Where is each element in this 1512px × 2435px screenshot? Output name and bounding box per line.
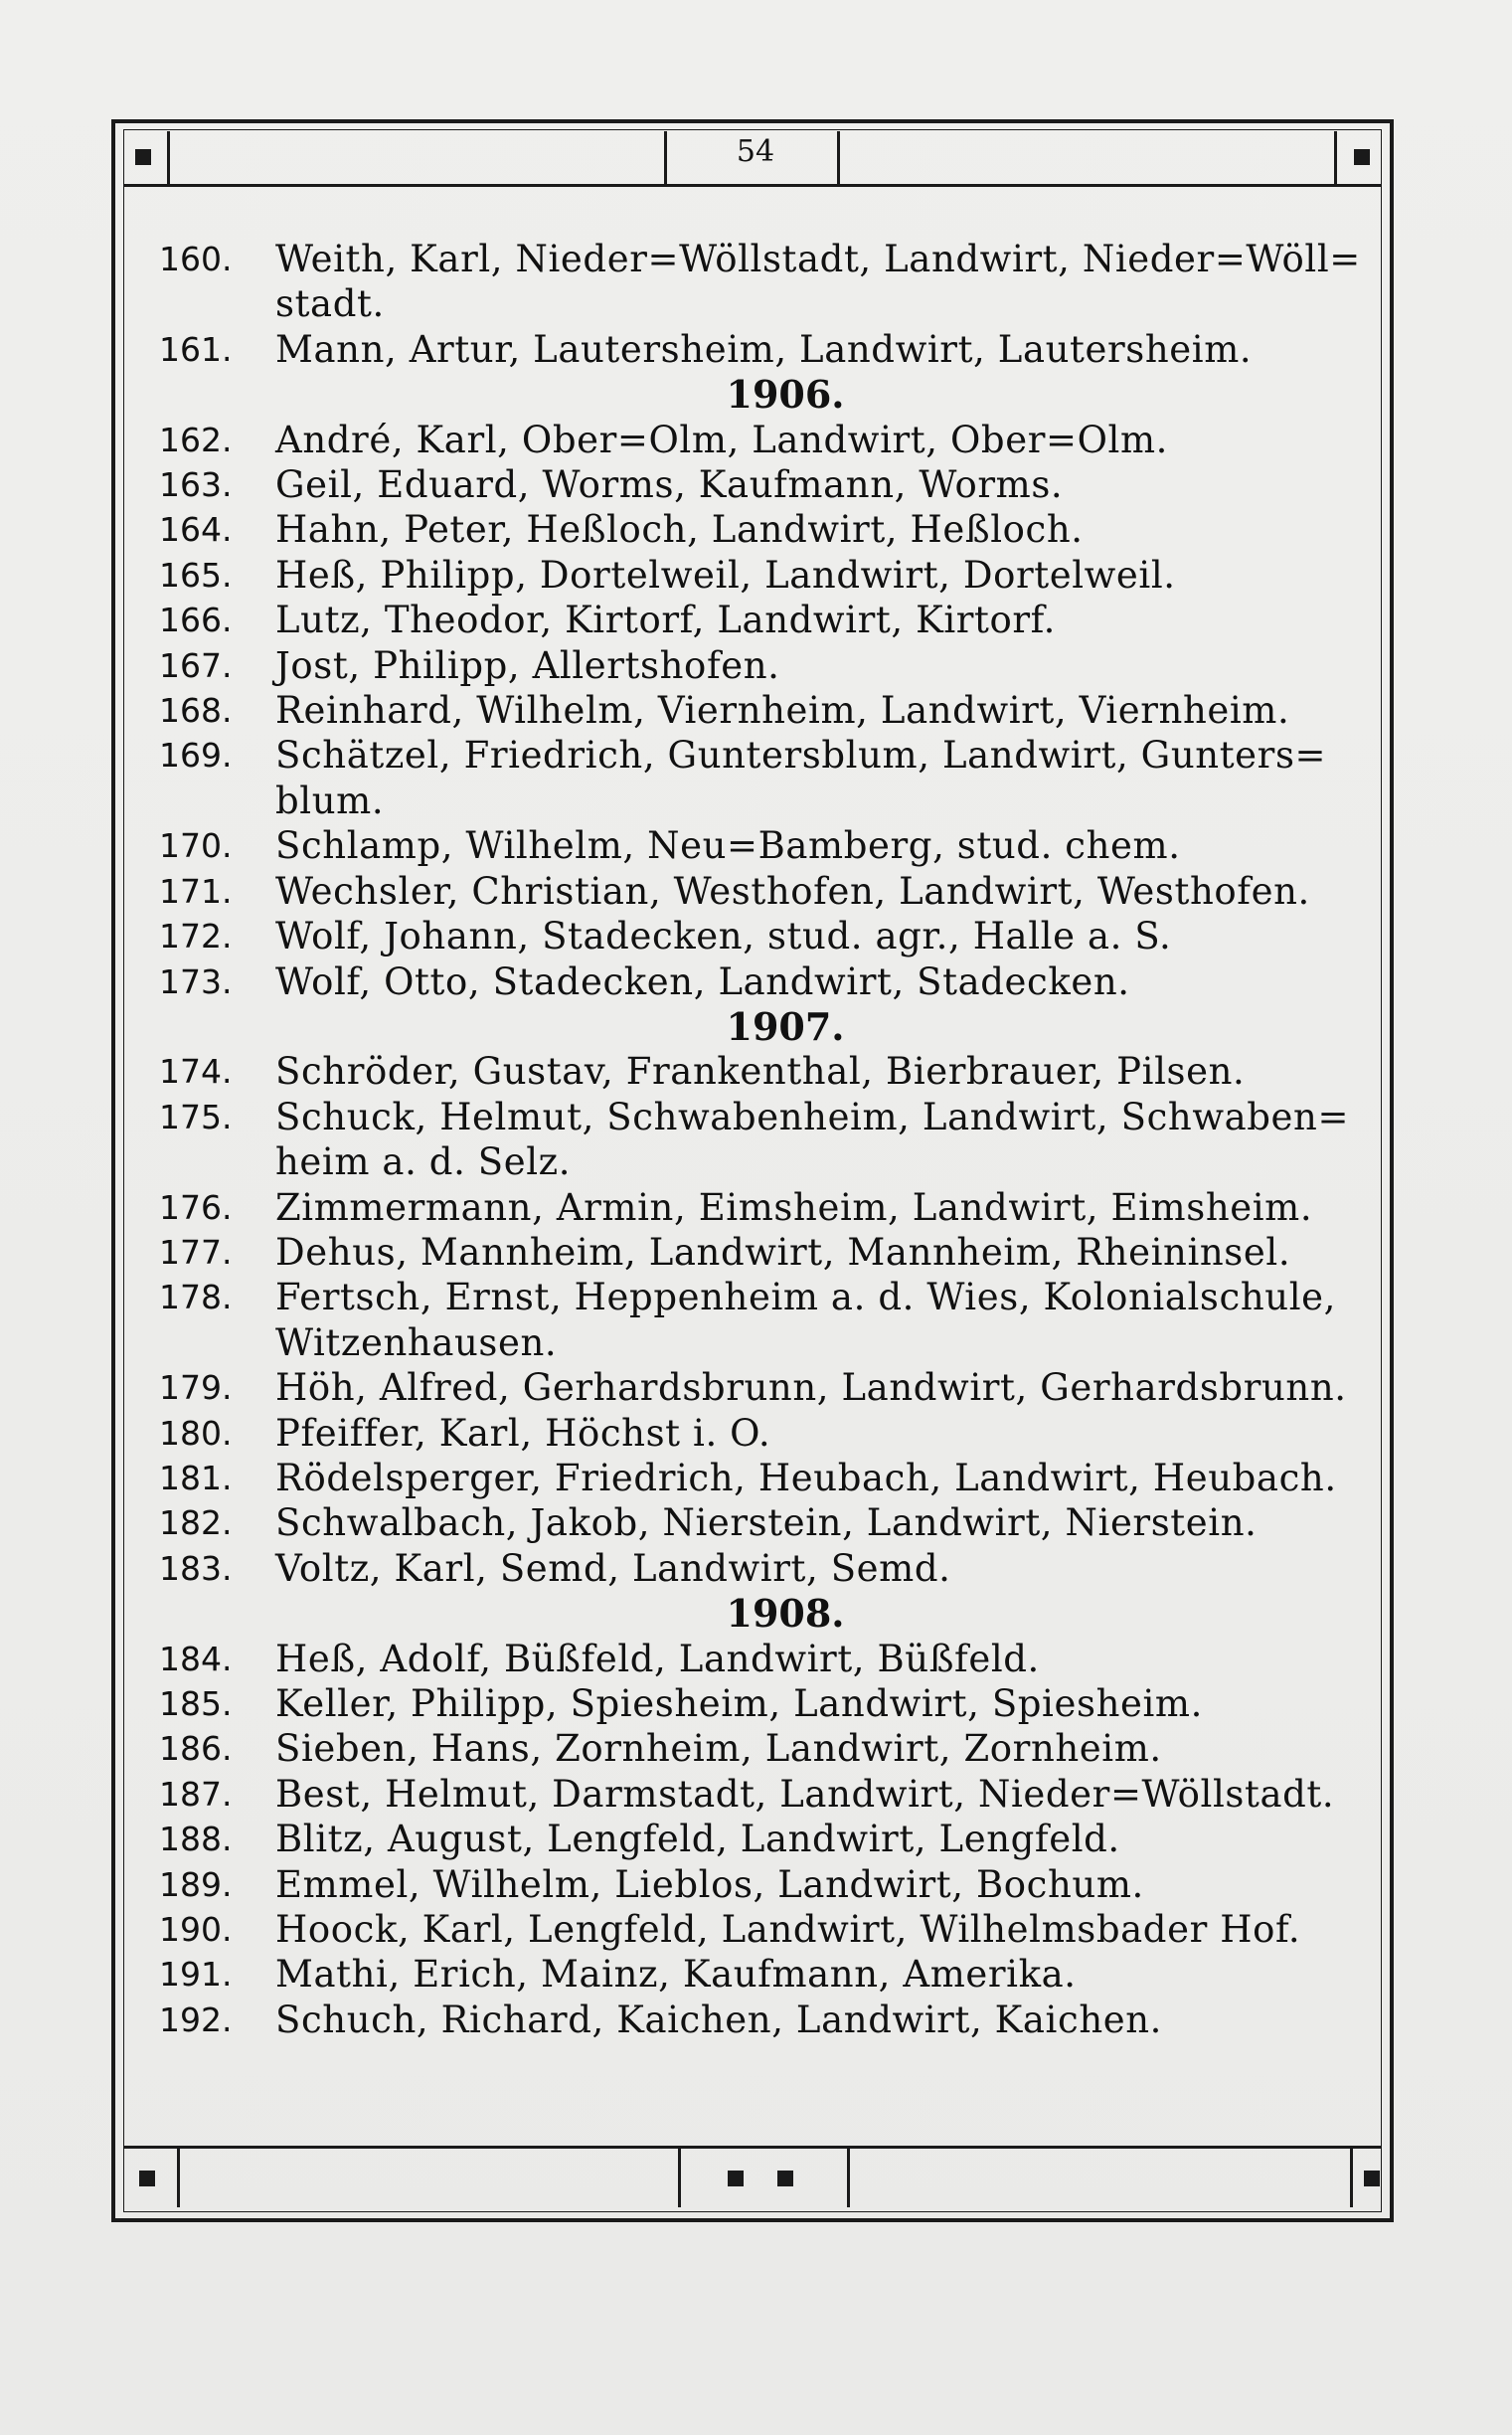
ornament-square-icon xyxy=(777,2171,793,2186)
entry-text: Blitz, August, Lengfeld, Landwirt, Lengfeld. xyxy=(275,1818,1120,1861)
list-item xyxy=(159,733,1372,778)
header-divider-center-right xyxy=(837,131,840,184)
entry-number: 162. xyxy=(159,420,233,459)
list-item xyxy=(159,1681,1372,1726)
entry-text: Mann, Artur, Lautersheim, Landwirt, Lautersheim. xyxy=(275,327,1253,371)
list-item xyxy=(159,1546,1372,1591)
entry-number: 163. xyxy=(159,465,233,505)
entry-number: 186. xyxy=(159,1729,233,1769)
list-item xyxy=(159,1049,1372,1094)
list-item xyxy=(159,1411,1372,1456)
entry-text: Weith, Karl, Nieder=Wöllstadt, Landwirt, Nieder=Wöll= xyxy=(275,238,1361,280)
entry-number: 164. xyxy=(159,510,233,550)
entry-number: 166. xyxy=(159,601,233,640)
entry-number: 172. xyxy=(159,917,233,957)
entry-number: 189. xyxy=(159,1864,233,1904)
entry-number: 175. xyxy=(159,1097,233,1136)
entry-number: 160. xyxy=(159,240,233,278)
entry-text: Sieben, Hans, Zornheim, Landwirt, Zornheim. xyxy=(275,1727,1162,1771)
footer-divider-center-left xyxy=(678,2148,681,2207)
entry-number: 181. xyxy=(159,1458,233,1497)
entry-continuation: Witzenhausen. xyxy=(275,1320,558,1364)
entry-number: 178. xyxy=(159,1278,233,1317)
entry-text: Pfeiffer, Karl, Höchst i. O. xyxy=(275,1411,771,1455)
list-item xyxy=(159,643,1372,688)
entry-text: Voltz, Karl, Semd, Landwirt, Semd. xyxy=(275,1546,951,1590)
entry-text: Keller, Philipp, Spiesheim, Landwirt, Spiesheim. xyxy=(275,1682,1203,1725)
ornament-square-icon xyxy=(1354,149,1370,165)
entry-text: Schröder, Gustav, Frankenthal, Bierbrauer, Pilsen. xyxy=(275,1050,1246,1094)
list-item xyxy=(159,1230,1372,1275)
ornament-square-icon xyxy=(135,149,151,165)
list-item xyxy=(159,823,1372,868)
list-item xyxy=(159,418,1372,462)
list-item xyxy=(159,1862,1372,1907)
footer-rule xyxy=(123,2146,1382,2149)
entry-number: 168. xyxy=(159,691,233,731)
entry-number: 183. xyxy=(159,1548,233,1588)
footer-divider-center-right xyxy=(847,2148,850,2207)
entry-number: 187. xyxy=(159,1774,233,1814)
entry-number: 171. xyxy=(159,871,233,911)
entry-text: Mathi, Erich, Mainz, Kaufmann, Amerika. xyxy=(275,1953,1077,1997)
entry-number: 165. xyxy=(159,555,233,595)
entry-number: 173. xyxy=(159,961,233,1001)
list-item xyxy=(159,1726,1372,1771)
entry-text: Schätzel, Friedrich, Guntersblum, Landwirt, Gunters= xyxy=(275,734,1327,778)
page-number: 54 xyxy=(736,134,775,169)
entry-number: 180. xyxy=(159,1413,233,1453)
list-item xyxy=(159,914,1372,958)
list-item xyxy=(159,1365,1372,1410)
entry-text: Reinhard, Wilhelm, Viernheim, Landwirt, Viernheim. xyxy=(275,689,1290,733)
year-heading: 1906. xyxy=(726,372,845,418)
entry-continuation: blum. xyxy=(275,779,385,822)
entry-number: 191. xyxy=(159,1955,233,1995)
list-item xyxy=(159,1907,1372,1952)
header-divider-right xyxy=(1334,131,1337,184)
entry-number: 188. xyxy=(159,1820,233,1859)
list-item xyxy=(159,1275,1372,1319)
entry-number: 169. xyxy=(159,736,233,776)
list-item xyxy=(159,1952,1372,1997)
list-item xyxy=(159,598,1372,642)
list-item xyxy=(159,869,1372,914)
header-rule xyxy=(123,184,1382,187)
entry-text: André, Karl, Ober=Olm, Landwirt, Ober=Olm. xyxy=(275,418,1169,461)
footer-divider-left xyxy=(177,2148,180,2207)
list-item xyxy=(159,1456,1372,1500)
list-item xyxy=(159,688,1372,733)
entry-text: Lutz, Theodor, Kirtorf, Landwirt, Kirtorf. xyxy=(275,599,1057,642)
ornament-square-icon xyxy=(728,2171,744,2186)
list-item xyxy=(159,1095,1372,1139)
list-item xyxy=(159,1637,1372,1681)
list-item xyxy=(159,237,1372,281)
list-item xyxy=(159,1185,1372,1230)
entry-text: Heß, Adolf, Büßfeld, Landwirt, Büßfeld. xyxy=(275,1637,1040,1680)
entry-text: Schlamp, Wilhelm, Neu=Bamberg, stud. chem. xyxy=(275,824,1181,868)
entry-number: 182. xyxy=(159,1503,233,1543)
entry-number: 185. xyxy=(159,1684,233,1723)
entry-number: 190. xyxy=(159,1910,233,1950)
member-list xyxy=(159,237,1372,2042)
footer-divider-right xyxy=(1350,2148,1353,2207)
entry-number: 170. xyxy=(159,826,233,866)
list-item xyxy=(159,327,1372,372)
entry-text: Geil, Eduard, Worms, Kaufmann, Worms. xyxy=(275,463,1064,507)
entry-text: Zimmermann, Armin, Eimsheim, Landwirt, Eimsheim. xyxy=(275,1185,1313,1229)
list-item xyxy=(159,959,1372,1004)
entry-text: Hoock, Karl, Lengfeld, Landwirt, Wilhelmsbader Hof. xyxy=(275,1908,1301,1952)
header-divider-center-left xyxy=(664,131,667,184)
entry-number: 174. xyxy=(159,1052,233,1092)
entry-number: 176. xyxy=(159,1187,233,1227)
year-heading: 1907. xyxy=(726,1003,845,1049)
entry-text: Dehus, Mannheim, Landwirt, Mannheim, Rheininsel. xyxy=(275,1230,1291,1274)
entry-text: Höh, Alfred, Gerhardsbrunn, Landwirt, Gerhardsbrunn. xyxy=(275,1366,1347,1410)
list-item xyxy=(159,1500,1372,1545)
entry-text: Wechsler, Christian, Westhofen, Landwirt, Westhofen. xyxy=(275,869,1310,913)
entry-continuation: stadt. xyxy=(275,282,385,326)
entry-text: Hahn, Peter, Heßloch, Landwirt, Heßloch. xyxy=(275,508,1084,552)
list-item xyxy=(159,507,1372,552)
list-item xyxy=(159,1817,1372,1861)
ornament-square-icon xyxy=(139,2171,155,2186)
entry-text: Emmel, Wilhelm, Lieblos, Landwirt, Bochum. xyxy=(275,1862,1144,1906)
entry-number: 184. xyxy=(159,1639,233,1678)
entry-text: Wolf, Otto, Stadecken, Landwirt, Stadecken. xyxy=(275,959,1130,1003)
list-item xyxy=(159,1998,1372,2042)
entry-number: 179. xyxy=(159,1368,233,1408)
entry-text: Schuck, Helmut, Schwabenheim, Landwirt, Schwaben= xyxy=(275,1095,1350,1138)
entry-number: 177. xyxy=(159,1232,233,1272)
entry-number: 192. xyxy=(159,2000,233,2039)
entry-text: Wolf, Johann, Stadecken, stud. agr., Halle a. S. xyxy=(275,915,1172,958)
list-item xyxy=(159,462,1372,507)
entry-continuation: heim a. d. Selz. xyxy=(275,1140,572,1184)
entry-text: Schwalbach, Jakob, Nierstein, Landwirt, Nierstein. xyxy=(275,1501,1258,1545)
entry-number: 167. xyxy=(159,645,233,685)
entry-number: 161. xyxy=(159,329,233,369)
entry-text: Rödelsperger, Friedrich, Heubach, Landwirt, Heubach. xyxy=(275,1456,1337,1499)
list-item xyxy=(159,1772,1372,1817)
year-heading: 1908. xyxy=(726,1591,845,1637)
header-divider-left xyxy=(167,131,170,184)
entry-text: Fertsch, Ernst, Heppenheim a. d. Wies, Kolonialschule, xyxy=(275,1276,1336,1319)
ornament-square-icon xyxy=(1364,2171,1380,2186)
entry-text: Heß, Philipp, Dortelweil, Landwirt, Dortelweil. xyxy=(275,553,1176,597)
entry-text: Best, Helmut, Darmstadt, Landwirt, Nieder=Wöllstadt. xyxy=(275,1772,1335,1816)
list-item xyxy=(159,553,1372,598)
entry-text: Schuch, Richard, Kaichen, Landwirt, Kaichen. xyxy=(275,1998,1163,2041)
entry-text: Jost, Philipp, Allertshofen. xyxy=(275,643,780,687)
